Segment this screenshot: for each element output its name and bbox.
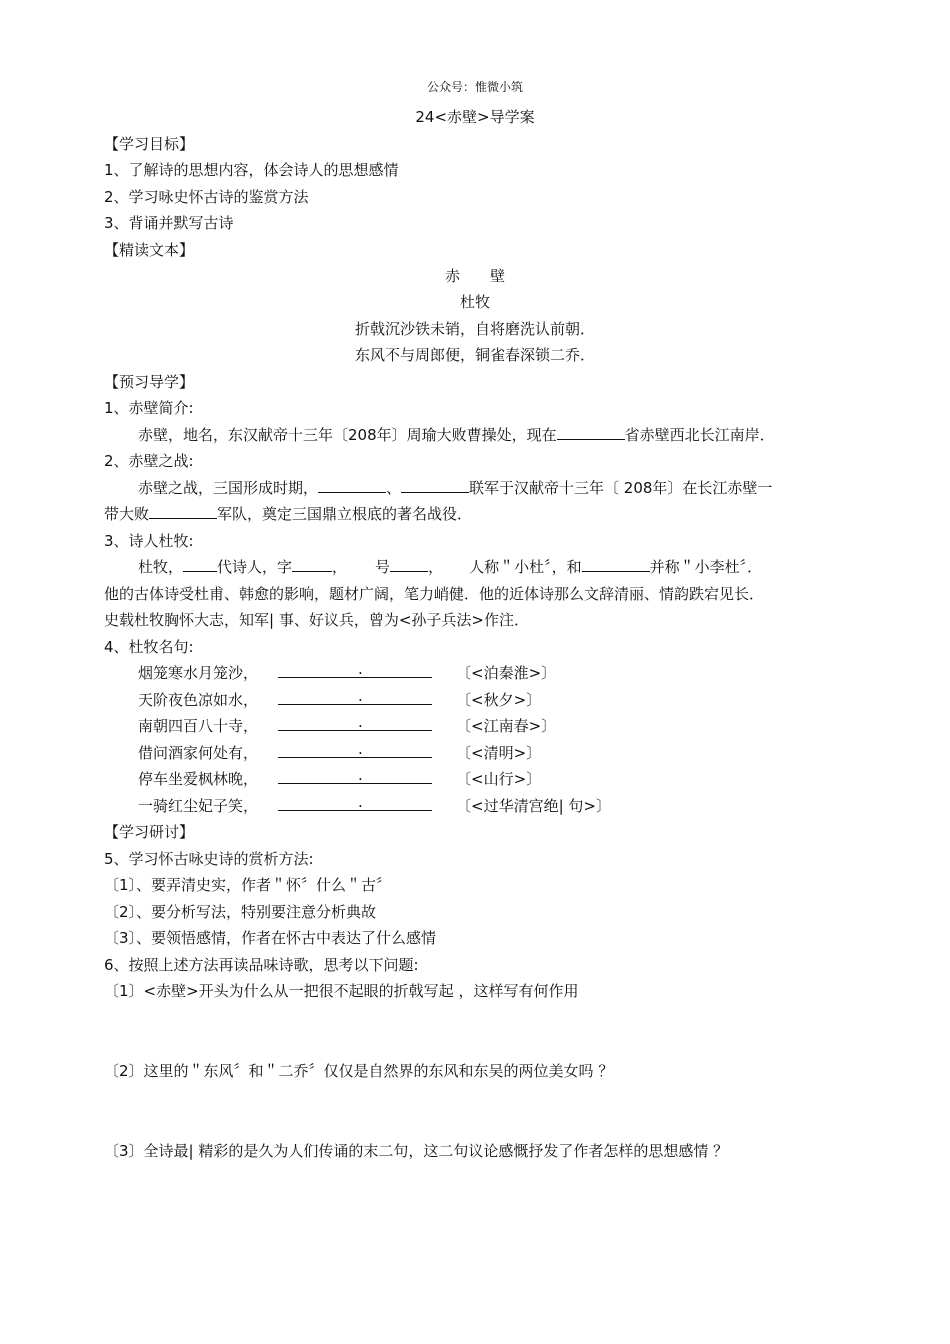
method-item: 〔1〕、要弄清史实，作者＂怀〞什么＂古〞 [104, 876, 392, 894]
poem-line: 折戟沉沙铁未销，自将磨洗认前朝． [354, 320, 595, 338]
quote-row: 一骑红尘妃子笑， . 〔<过华清宫绝| 句>〕 [138, 793, 611, 815]
poem-line: 东风不与周郎便，铜雀春深锁二乔． [354, 346, 595, 364]
q2-blank-2[interactable] [401, 478, 469, 493]
q2-text-cont: 带大败 军队，奠定三国鼎立根底的著名战役． [104, 505, 473, 523]
q1-title: 1、赤壁简介: [104, 399, 194, 417]
goal-item: 2、学习咏史怀古诗的鉴赏方法 [104, 188, 309, 206]
study-heading: 【学习研讨】 [104, 823, 195, 841]
quote-blank[interactable]: . [278, 769, 432, 784]
q3-text-line2: 他的古体诗受杜甫、韩愈的影响，题材广阔，笔力峭健．他的近体诗那么文辞清丽、情韵跌宕见长． [104, 585, 765, 603]
quote-blank[interactable]: . [278, 663, 432, 678]
q5-title: 5、学习怀古咏史诗的赏析方法: [104, 850, 314, 868]
poem-title: 赤 壁 [444, 267, 505, 285]
account-name: 公众号：惟微小筑 [426, 80, 523, 94]
question-item: 〔1〕<赤壁>开头为什么从一把很不起眼的折戟写起 ，这样写有何作用 [104, 982, 579, 1000]
q3-blank-2[interactable] [292, 557, 332, 572]
q3-blank-3[interactable] [390, 557, 428, 572]
quote-row: 借问酒家何处有， . 〔<清明>〕 [138, 740, 542, 762]
goal-item: 3、背诵并默写古诗 [104, 214, 234, 232]
preview-heading: 【预习导学】 [104, 373, 195, 391]
goal-item: 1、了解诗的思想内容，体会诗人的思想感情 [104, 161, 399, 179]
q2-blank-3[interactable] [149, 504, 217, 519]
q2-title: 2、赤壁之战: [104, 452, 194, 470]
quote-row: 烟笼寒水月笼沙， . 〔<泊秦淮>〕 [138, 660, 557, 682]
quote-blank[interactable]: . [278, 716, 432, 731]
q1-text: 赤壁，地名，东汉献帝十三年〔208年〕周瑜大败曹操处，现在 省赤壁西北长江南岸． [138, 426, 775, 444]
q2-blank-1[interactable] [318, 478, 386, 493]
q2-text: 赤壁之战，三国形成时期， 、 联军于汉献帝十三年〔 208年〕在长江赤壁一 [138, 479, 773, 497]
q1-blank[interactable] [557, 425, 625, 440]
quote-blank[interactable]: . [278, 796, 432, 811]
question-item: 〔3〕全诗最| 精彩的是久为人们传诵的末二句，这二句议论感慨抒发了作者怎样的思想感情 ？ [104, 1142, 729, 1160]
q3-text: 杜牧， 代诗人，字 ， 号 ， 人称＂小杜〞，和 并称＂小李杜〞． [138, 558, 763, 576]
q3-blank-1[interactable] [183, 557, 217, 572]
text-heading: 【精读文本】 [104, 241, 195, 259]
quote-row: 天阶夜色凉如水， . 〔<秋夕>〕 [138, 687, 542, 709]
q6-title: 6、按照上述方法再读品味诗歌，思考以下问题: [104, 956, 419, 974]
poem-author: 杜牧 [459, 293, 490, 311]
goals-heading: 【学习目标】 [104, 135, 195, 153]
q3-blank-4[interactable] [582, 557, 650, 572]
q3-title: 3、诗人杜牧: [104, 532, 194, 550]
quote-row: 停车坐爱枫林晚， . 〔<山行>〕 [138, 766, 542, 788]
quote-blank[interactable]: . [278, 743, 432, 758]
question-item: 〔2〕这里的＂东风〞和＂二乔〞仅仅是自然界的东风和东吴的两位美女吗 ？ [104, 1062, 614, 1080]
q3-text-line3: 史载杜牧胸怀大志，知军| 事、好议兵，曾为<孙子兵法>作注． [104, 611, 529, 629]
q4-title: 4、杜牧名句: [104, 638, 194, 656]
method-item: 〔3〕、要领悟感情，作者在怀古中表达了什么感情 [104, 929, 437, 947]
method-item: 〔2〕、要分析写法，特别要注意分析典故 [104, 903, 377, 921]
quote-row: 南朝四百八十寺， . 〔<江南春>〕 [138, 713, 557, 735]
quote-blank[interactable]: . [278, 690, 432, 705]
page-title: 24<赤壁>导学案 [415, 108, 535, 126]
